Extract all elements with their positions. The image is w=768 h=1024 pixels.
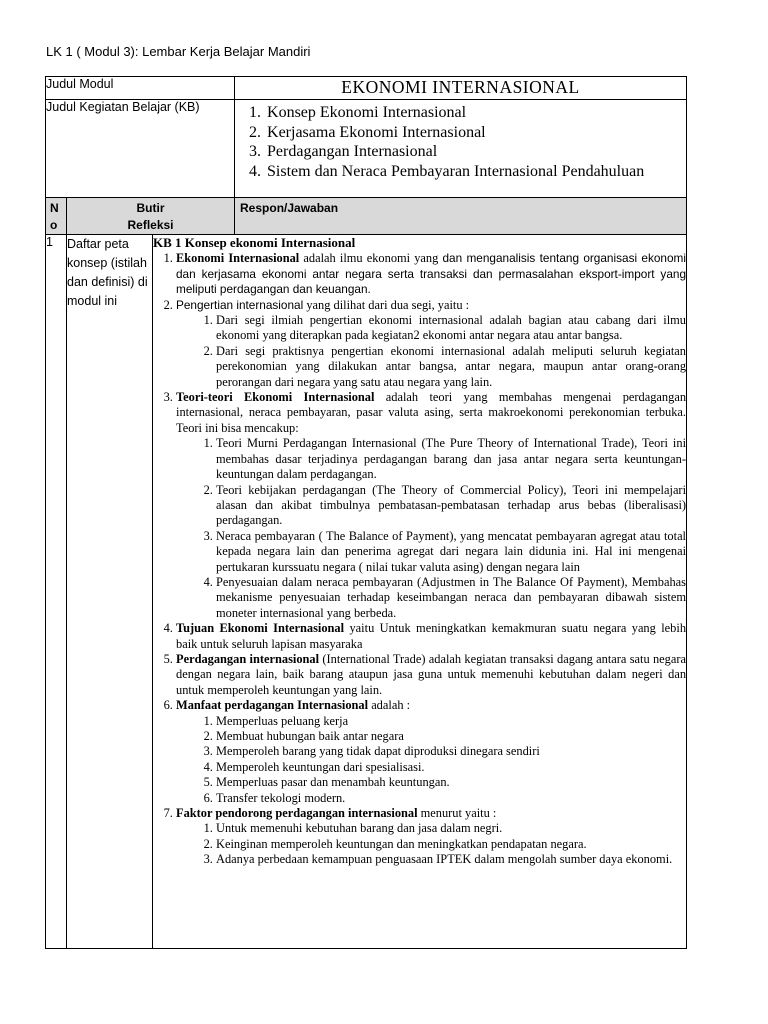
concept-item: 6. Manfaat perdagangan Internasional adalah : 1. Memperluas peluang kerja 2. Membuat hubungan baik antar negara 3. Memperoleh barang yang tidak dapat diproduksi dinegara sendiri 4. Memperoleh keuntungan dari spesialisasi. 5. Memperluas pasar dan menambah keuntungan. 6. Transfer tekologi modern. [176,698,686,806]
butir-refleksi: Daftar peta konsep (istilah dan definisi) di modul ini [67,235,153,949]
header-butir: Butir Refleksi [67,198,235,235]
header-no: No [46,198,67,235]
module-title-row [46,77,687,100]
kb1-heading: KB 1 Konsep ekonomi Internasional [153,235,356,250]
sub-list [176,313,686,390]
worksheet-table [45,76,687,949]
sub-item: 4. Memperoleh keuntungan dari spesialisasi. [216,760,686,775]
sub-item: 3. Adanya perbedaan kemampuan penguasaan IPTEK dalam mengolah sumber daya ekonomi. [216,852,686,867]
concept-item: 7. Faktor pendorong perdagangan internasional menurut yaitu : 1. Untuk memenuhi kebutuhan barang dan jasa dalam negri. 2. Keinginan memperoleh keuntungan dan meningkatkan pendapatan negara. 3. Adanya perbedaan kemampuan penguasaan IPTEK dalam mengolah sumber daya ekonomi. [176,806,686,868]
sub-list [176,714,686,806]
sub-item: 4. Penyesuaian dalam neraca pembayaran (Adjustmen in The Balance Of Payment), Membahas mekanisme penyesuaian terhadap keseimbangan neraca dan pembayaran dibawah sistem moneter internasional yang berbeda. [216,575,686,621]
concept-item: 1. Ekonomi Internasional adalah ilmu ekonomi yang dan menganalisis tentang organisasi ekonomi dan kerjasama ekonomi antar negara serta transaksi dan permasalahan eksport-import yang meliputi perdagangan dan keuangan. [176,251,686,297]
kb-item: 2. Kerjasama Ekonomi Internasional [265,123,680,143]
sub-item: 3. Neraca pembayaran ( The Balance of Payment), yang mencatat pembayaran agregat atau total kepada negara lain dan penerima agregat dari negara lain didunia ini. Hal ini mengenai pertukaran kurssuatu negara ( nilai tukar valuta asing) dengan negara lain [216,529,686,575]
kb-title-row [46,100,687,198]
header-respon: Respon/Jawaban [235,198,687,235]
table-header-row [46,198,687,235]
row-number: 1 [46,235,67,949]
sub-item: 5. Memperluas pasar dan menambah keuntungan. [216,775,686,790]
sub-item: 1. Dari segi ilmiah pengertian ekonomi internasional adalah bagian atau cabang dari ilmu ekonomi yang diterapkan pada kegiatan2 ekonomi antar negara atau antar bangsa. [216,313,686,344]
sub-item: 2. Teori kebijakan perdagangan (The Theory of Commercial Policy), Teori ini mempelajari alasan dan akibat timbulnya pembatasan-pembatasan terhadap arus bebas (liberalisasi) perdagangan. [216,483,686,529]
sub-item: 1. Teori Murni Perdagangan Internasional (The Pure Theory of International Trade), Teori ini membahas dasar terjadinya perdagangan barang dan jasa antar negara serta keuntungan-keuntungan dalam perdagangan. [216,436,686,482]
concept-item: 3. Teori-teori Ekonomi Internasional adalah teori yang membahas mengenai perdagangan internasional, neraca pembayaran, pasar valuta asing, serta makroekonomi perekonomian terbuka. Teori ini bisa mencakup: 1. Teori Murni Perdagangan Internasional (The Pure Theory of International Trade), Teori ini membahas dasar terjadinya perdagangan barang dan jasa antar negara serta keuntungan-keuntungan dalam perdagangan. 2. Teori kebijakan perdagangan (The Theory of Commercial Policy), Teori ini mempelajari alasan dan akibat timbulnya pembatasan-pembatasan terhadap arus bebas (liberalisasi) perdagangan. 3. Neraca pembayaran ( The Balance of Payment), yang mencatat pembayaran agregat atau total kepada negara lain dan penerima agregat dari negara lain didunia ini. Hal ini mengenai pertukaran kurssuatu negara ( nilai tukar valuta asing) dengan negara lain 4. Penyesuaian dalam neraca pembayaran (Adjustmen in The Balance Of Payment), Membahas mekanisme penyesuaian terhadap keseimbangan neraca dan pembayaran dibawah sistem moneter internasional yang berbeda. [176,390,686,621]
sub-item: 1. Untuk memenuhi kebutuhan barang dan jasa dalam negri. [216,821,686,836]
judul-modul-value: EKONOMI INTERNASIONAL [235,77,687,100]
kb-item: 3. Perdagangan Internasional [265,142,680,162]
sub-item: 6. Transfer tekologi modern. [216,791,686,806]
response-cell [153,235,687,949]
sub-list [176,436,686,621]
sub-item: 1. Memperluas peluang kerja [216,714,686,729]
concept-item: 4. Tujuan Ekonomi Internasional yaitu Untuk meningkatkan kemakmuran suatu negara yang lebih baik untuk seluruh lapisan masyaraka [176,621,686,652]
concept-list [153,251,686,867]
judul-modul-label: Judul Modul [46,77,235,100]
sub-list [176,821,686,867]
kb-item: 4. Sistem dan Neraca Pembayaran Internasional Pendahuluan [265,162,680,182]
judul-kb-label: Judul Kegiatan Belajar (KB) [46,100,235,198]
concept-item: 2. Pengertian internasional yang dilihat dari dua segi, yaitu : 1. Dari segi ilmiah pengertian ekonomi internasional adalah bagian atau cabang dari ilmu ekonomi yang diterapkan pada kegiatan2 ekonomi antar negara atau antar bangsa. 2. Dari segi praktisnya pengertian ekonomi internasional adalah meliputi seluruh kegiatan perekonomian yang dilakukan antar bangsa, antar negara, maupun antar orang-orang perorangan dari negara yang satu atau negara yang lain. [176,298,686,390]
concept-item: 5. Perdagangan internasional (International Trade) adalah kegiatan transaksi dagang antara satu negara dengan negara lain, baik barang ataupun jasa guna untuk memenuhi kebutuhan dalam negeri dan untuk memperoleh keuntungan yang lain. [176,652,686,698]
sub-item: 2. Membuat hubungan baik antar negara [216,729,686,744]
kb-list [235,103,680,181]
document-title: LK 1 ( Modul 3): Lembar Kerja Belajar Mandiri [46,44,311,59]
kb-list-cell [235,100,687,198]
kb-item: 1. Konsep Ekonomi Internasional [265,103,680,123]
table-row [46,235,687,949]
sub-item: 2. Keinginan memperoleh keuntungan dan meningkatkan pendapatan negara. [216,837,686,852]
sub-item: 3. Memperoleh barang yang tidak dapat diproduksi dinegara sendiri [216,744,686,759]
sub-item: 2. Dari segi praktisnya pengertian ekonomi internasional adalah meliputi seluruh kegiatan perekonomian yang dilakukan antar bangsa, antar negara, maupun antar orang-orang perorangan dari negara yang satu atau negara yang lain. [216,344,686,390]
